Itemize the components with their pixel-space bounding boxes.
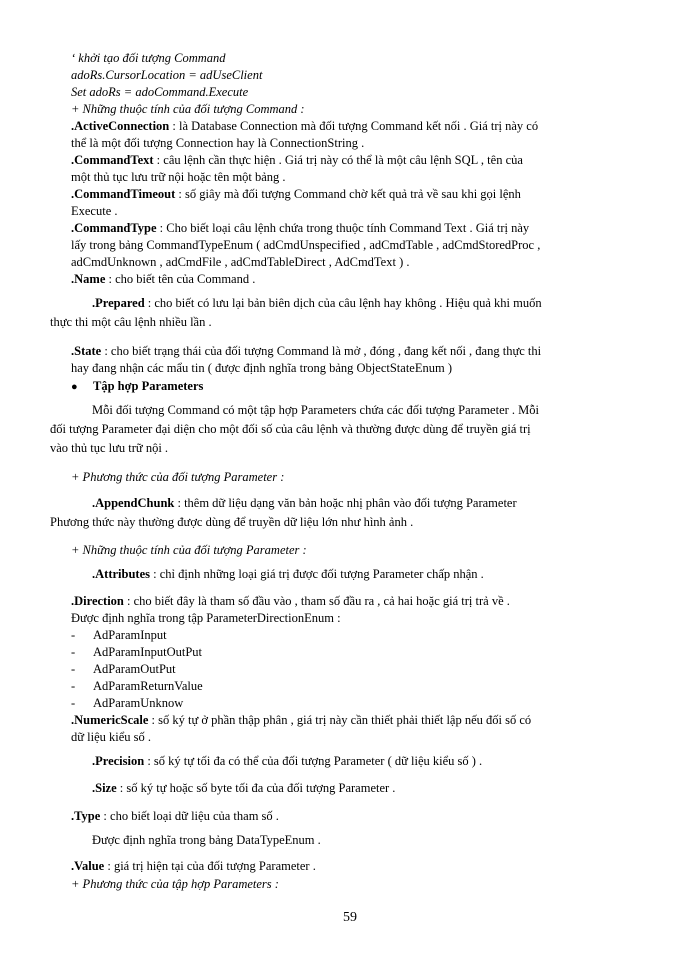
enum-value: AdParamReturnValue xyxy=(93,679,203,693)
property-desc: : câu lệnh cần thực hiện . Giá trị này có thể là một câu lệnh SQL , tên của xyxy=(153,153,523,167)
dash-bullet: - xyxy=(71,696,76,710)
property-desc: : Cho biết loại câu lệnh chứa trong thuộc tính Command Text . Giá trị này xyxy=(156,221,530,235)
property-desc-cont: adCmdUnknown , adCmdFile , adCmdTableDirect , AdCmdText ) . xyxy=(71,255,410,269)
dash-bullet: - xyxy=(71,628,76,642)
property-name: .Precision xyxy=(92,754,145,768)
list-item xyxy=(71,627,167,643)
property-desc: : cho biết tên của Command . xyxy=(105,272,256,286)
property-desc-cont: thể là một đối tượng Connection hay là ConnectionString . xyxy=(71,136,365,150)
property-entry xyxy=(92,566,484,582)
property-desc: : cho biết loại dữ liệu của tham số . xyxy=(100,809,279,823)
property-desc-cont: dữ liệu kiểu số . xyxy=(71,730,152,744)
enum-value: AdParamOutPut xyxy=(93,662,176,676)
property-desc: : chỉ định những loại giá trị được đối tượng Parameter chấp nhận . xyxy=(149,567,484,581)
section-heading: + Những thuộc tính của đối tượng Parameter : xyxy=(71,543,307,557)
property-desc: : cho biết có lưu lại bản biên dịch của câu lệnh hay không . Hiệu quả khi muốn xyxy=(144,296,542,310)
property-desc: : số ký tự tối đa có thể của đối tượng Parameter ( dữ liệu kiểu số ) . xyxy=(144,754,483,768)
property-name: .NumericScale xyxy=(71,713,149,727)
code-line: adoRs.CursorLocation = adUseClient xyxy=(71,68,263,82)
property-name: .AppendChunk xyxy=(92,496,175,510)
enum-value: AdParamUnknow xyxy=(93,696,184,710)
property-entry xyxy=(71,808,279,824)
property-name: .ActiveConnection xyxy=(71,119,170,133)
property-name: .Direction xyxy=(71,594,124,608)
property-entry xyxy=(71,271,255,287)
property-entry xyxy=(71,858,316,874)
property-entry xyxy=(92,295,542,311)
property-desc: : số ký tự ở phần thập phân , giá trị này cần thiết phải thiết lập nếu đối số có xyxy=(148,713,532,727)
property-entry xyxy=(71,343,541,359)
property-entry xyxy=(71,593,510,609)
dash-bullet: - xyxy=(71,662,76,676)
property-desc-cont: Phương thức này thường được dùng để truyền dữ liệu lớn như hình ảnh . xyxy=(50,515,414,529)
property-entry xyxy=(92,495,517,511)
property-entry xyxy=(71,220,529,236)
section-heading: + Những thuộc tính của đối tượng Command : xyxy=(71,102,305,116)
property-name: .Type xyxy=(71,809,101,823)
code-comment: ‘ khởi tạo đối tượng Command xyxy=(71,51,226,65)
enum-value: AdParamInput xyxy=(93,628,167,642)
bullet-heading xyxy=(71,378,203,395)
dash-bullet: - xyxy=(71,679,76,693)
property-desc: : số giây mà đối tượng Command chờ kết quả trả về sau khi gọi lệnh xyxy=(175,187,521,201)
property-desc-cont: một thủ tục lưu trữ nội hoặc tên một bảng . xyxy=(71,170,286,184)
property-name: .Prepared xyxy=(92,296,145,310)
property-desc: : thêm dữ liệu dạng văn bản hoặc nhị phân vào đối tượng Parameter xyxy=(174,496,517,510)
list-item xyxy=(71,695,183,711)
property-name: .Name xyxy=(71,272,106,286)
paragraph-line: vào thủ tục lưu trữ nội . xyxy=(50,441,169,455)
property-desc-cont: Được định nghĩa trong tập ParameterDirectionEnum : xyxy=(71,611,341,625)
dash-bullet: - xyxy=(71,645,76,659)
property-name: .Size xyxy=(92,781,117,795)
property-entry xyxy=(71,118,538,134)
page-number: 59 xyxy=(343,910,357,925)
list-item xyxy=(71,661,176,677)
property-desc: : số ký tự hoặc số byte tối đa của đối tượng Parameter . xyxy=(116,781,396,795)
property-desc: : cho biết đây là tham số đầu vào , tham số đầu ra , cả hai hoặc giá trị trả về . xyxy=(123,594,510,608)
property-entry xyxy=(71,186,521,202)
list-item xyxy=(71,678,203,694)
property-name: .CommandText xyxy=(71,153,154,167)
property-entry xyxy=(71,712,531,728)
code-line: Set adoRs = adoCommand.Execute xyxy=(71,85,249,99)
property-desc-cont: Được định nghĩa trong bảng DataTypeEnum . xyxy=(92,833,321,847)
section-heading: + Phương thức của đối tượng Parameter : xyxy=(71,470,285,484)
property-desc: : cho biết trạng thái của đối tượng Command là mở , đóng , đang kết nối , đang thực thi xyxy=(101,344,542,358)
property-desc-cont: hay đang nhận các mẩu tin ( được định nghĩa trong bảng ObjectStateEnum ) xyxy=(71,361,452,375)
bullet-icon: ● xyxy=(71,381,78,393)
property-name: .CommandTimeout xyxy=(71,187,176,201)
paragraph-line: Mỗi đối tượng Command có một tập hợp Parameters chứa các đối tượng Parameter . Mỗi xyxy=(92,403,540,417)
property-desc-cont: thực thi một câu lệnh nhiều lần . xyxy=(50,315,212,329)
property-entry xyxy=(92,753,482,769)
property-name: .State xyxy=(71,344,102,358)
property-name: .CommandType xyxy=(71,221,157,235)
property-name: .Attributes xyxy=(92,567,150,581)
heading-text: Tập hợp Parameters xyxy=(93,379,204,393)
section-heading: + Phương thức của tập hợp Parameters : xyxy=(71,877,279,891)
property-entry xyxy=(92,780,395,796)
enum-value: AdParamInputOutPut xyxy=(93,645,203,659)
property-desc: : giá trị hiện tại của đối tượng Parameter . xyxy=(104,859,316,873)
property-name: .Value xyxy=(71,859,105,873)
property-desc: : là Database Connection mà đối tượng Command kết nối . Giá trị này có xyxy=(169,119,539,133)
property-desc-cont: lấy trong bảng CommandTypeEnum ( adCmdUnspecified , adCmdTable , adCmdStoredProc , xyxy=(71,238,541,252)
paragraph-line: đối tượng Parameter đại diện cho một đối số của câu lệnh và thường được dùng để truyền giá trị xyxy=(50,422,531,436)
property-desc-cont: Execute . xyxy=(71,204,118,218)
property-entry xyxy=(71,152,523,168)
list-item xyxy=(71,644,202,660)
